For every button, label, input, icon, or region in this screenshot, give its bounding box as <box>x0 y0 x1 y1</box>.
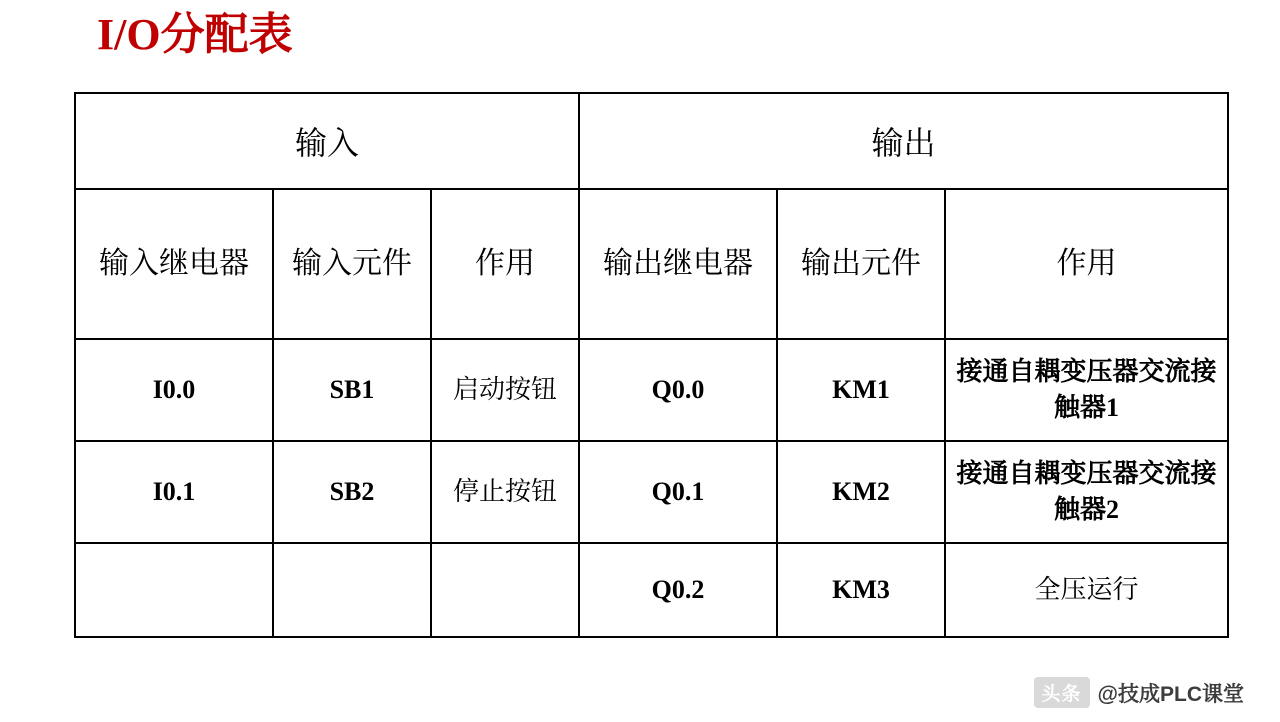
cell-input-element: SB2 <box>273 441 431 543</box>
cell-output-function: 接通自耦变压器交流接触器2 <box>945 441 1228 543</box>
cell-output-relay: Q0.1 <box>579 441 777 543</box>
cell-input-relay <box>75 543 273 637</box>
group-header-input: 输入 <box>75 93 579 189</box>
cell-input-relay: I0.0 <box>75 339 273 441</box>
cell-input-function: 启动按钮 <box>431 339 579 441</box>
cell-output-function: 接通自耦变压器交流接触器1 <box>945 339 1228 441</box>
cell-input-element: SB1 <box>273 339 431 441</box>
table-row <box>75 543 1228 637</box>
cell-output-relay: Q0.2 <box>579 543 777 637</box>
column-header-output-function: 作用 <box>945 189 1228 339</box>
cell-output-element: KM3 <box>777 543 945 637</box>
cell-input-element <box>273 543 431 637</box>
cell-output-element: KM2 <box>777 441 945 543</box>
table-row <box>75 441 1228 543</box>
cell-input-function: 停止按钮 <box>431 441 579 543</box>
cell-output-relay: Q0.0 <box>579 339 777 441</box>
watermark-badge: 头条 <box>1034 677 1090 708</box>
cell-input-function <box>431 543 579 637</box>
column-header-input-function: 作用 <box>431 189 579 339</box>
cell-input-relay: I0.1 <box>75 441 273 543</box>
cell-output-element: KM1 <box>777 339 945 441</box>
watermark-text: @技成PLC课堂 <box>1097 682 1244 706</box>
watermark <box>1034 677 1245 708</box>
table-row <box>75 339 1228 441</box>
column-header-output-element: 输出元件 <box>777 189 945 339</box>
column-header-input-element: 输入元件 <box>273 189 431 339</box>
group-header-output: 输出 <box>579 93 1228 189</box>
table-column-header-row <box>75 189 1228 339</box>
page-title: I/O分配表 <box>97 10 293 59</box>
column-header-output-relay: 输出继电器 <box>579 189 777 339</box>
io-allocation-table <box>74 92 1229 638</box>
table-group-header-row <box>75 93 1228 189</box>
column-header-input-relay: 输入继电器 <box>75 189 273 339</box>
cell-output-function: 全压运行 <box>945 543 1228 637</box>
